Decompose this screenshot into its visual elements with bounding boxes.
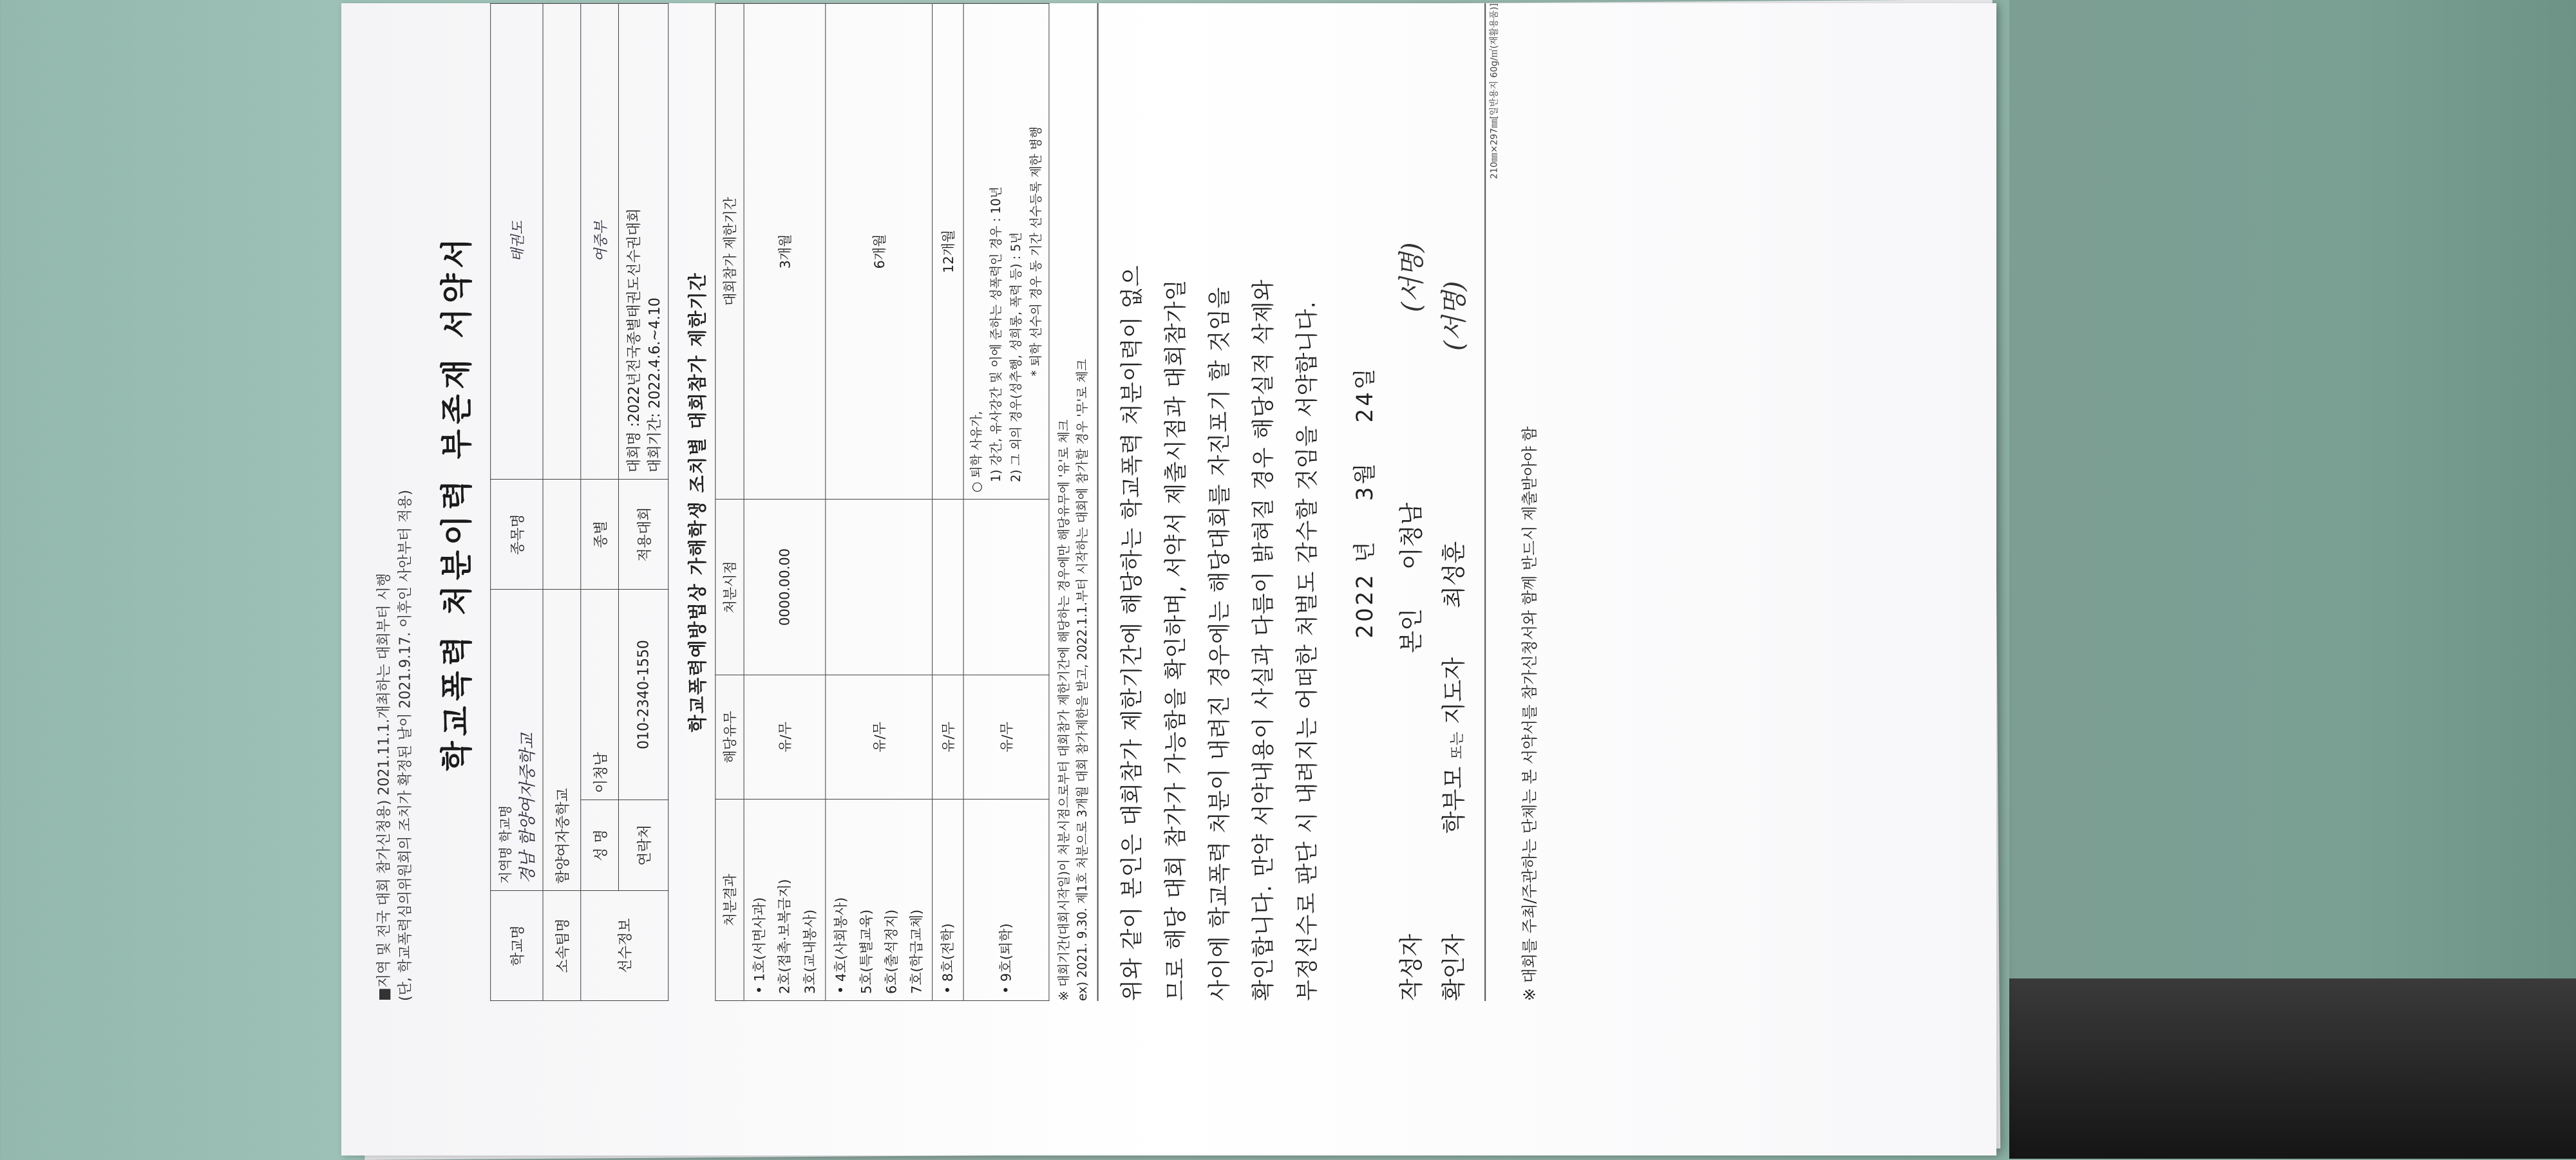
- event-name: 대회명 :2022년전국종별태권도선수권대회: [626, 208, 643, 473]
- pledge-date: [1347, 3, 1379, 1001]
- limit-cell: 6개월: [826, 4, 933, 500]
- result-cell: [826, 800, 933, 1001]
- limit-cell: [963, 4, 1049, 500]
- name-label: 성 명: [581, 800, 619, 891]
- yn-value: 유/무: [940, 722, 957, 753]
- pledge-line: 위와 같이 본인은 대회참가 제한기간에 해당하는 학교폭력 처분이력이 없으: [1119, 265, 1146, 1001]
- verifier-label: 확인자: [1441, 933, 1468, 1001]
- yn-cell: [963, 675, 1049, 800]
- writer-role: 본인: [1398, 608, 1426, 653]
- team-label: 소속팀명: [543, 891, 581, 1001]
- gender-label: 종별: [581, 480, 619, 590]
- note-line-1: ※ 대회기간(대회시작일)이 처분시점으로부터 대회참가 제한기간에 해당하는 경우에만 해당유무에 '유'로 체크: [1056, 419, 1072, 1001]
- event-cell: [618, 4, 668, 480]
- divider: [1097, 3, 1099, 1001]
- header-result: 처분결과: [715, 800, 744, 1001]
- table-row: [744, 4, 826, 1001]
- table-row: [963, 4, 1049, 1001]
- notice-line-2: (단, 학교폭력심의위원회의 조치가 확정된 날이 2021.9.17. 이후인 사안부터 적용): [397, 489, 414, 1001]
- document-page: [341, 3, 1996, 1155]
- yn-cell: [826, 675, 933, 800]
- pledge-line: 부정선수로 판단 시 내려지는 어떠한 처벌도 감수할 것임을 서약합니다.: [1294, 301, 1321, 1001]
- footer-note: ※ 대회를 주최/주관하는 단체는 본 서약서를 참가신청서와 함께 반드시 제출받아야 함: [1520, 426, 1539, 1001]
- date-cell: [826, 500, 933, 675]
- verifier-role-2: 지도자: [1441, 657, 1468, 725]
- result-cell: [744, 800, 826, 1001]
- verifier-role: 학부모: [1441, 766, 1468, 834]
- verifier-or: 또는: [1449, 731, 1466, 760]
- result-item: • 8호(전학): [940, 923, 956, 994]
- notes: [1055, 3, 1092, 1001]
- result-item: 6호(출석정지): [883, 909, 900, 994]
- event-label: 적용대회: [618, 480, 668, 590]
- verifier-signature: (서명): [1439, 281, 1470, 351]
- limit-line: 1) 강간, 유사강간 및 이에 준하는 성폭력인 경우 : 10년: [989, 186, 1004, 482]
- school-region-label: 지역명 학교명: [497, 805, 514, 884]
- table-row: [826, 4, 933, 1001]
- result-item: 3호(교내봉사): [802, 909, 818, 994]
- writer-name: 이청남: [1398, 502, 1426, 570]
- yn-value: 유/무: [777, 722, 793, 753]
- section-title: 학교폭력예방법상 가해학생 조치별 대회참가 제한기간: [687, 272, 709, 733]
- verifier-name: 최성훈: [1441, 541, 1468, 608]
- yn-value: 유/무: [871, 722, 888, 753]
- divider: [1484, 3, 1486, 1001]
- penalty-table: [715, 3, 1049, 1001]
- result-item: 2호(접촉·보복금지): [777, 879, 793, 994]
- gender-value: 여중부: [581, 4, 619, 480]
- pledge-line: 사이에 학교폭력 처분이 내려진 경우에는 해당대회를 자진포기 할 것임을: [1206, 286, 1233, 1001]
- date-cell: 0000.00.00: [744, 500, 826, 675]
- school-value: 경남 함양여자중학교: [518, 733, 538, 884]
- verifier-row: [1434, 3, 1479, 1001]
- rotated-document: [354, 3, 1996, 1052]
- document-title: 학교폭력 처분이력 부존재 서약서: [438, 233, 476, 771]
- writer-row: [1391, 3, 1434, 1001]
- yn-cell: [933, 675, 963, 800]
- event-period: 대회기간: 2022.4.6.~4.10: [647, 297, 663, 473]
- header-date: 처분시점: [715, 500, 744, 675]
- date-month: 3월: [1352, 460, 1379, 501]
- sport-label: 종목명: [491, 480, 543, 590]
- result-item: 7호(학급교체): [909, 909, 925, 994]
- pledge-text: [1110, 3, 1329, 1001]
- result-cell: [933, 800, 963, 1001]
- limit-line: 2) 그 외의 경우(성추행, 성희롱, 폭력 등) : 5년: [1009, 232, 1024, 482]
- result-item: 5호(특별교육): [858, 909, 875, 994]
- info-table: [490, 3, 668, 1001]
- writer-label: 작성자: [1398, 933, 1426, 1001]
- result-item: • 9호(퇴학): [998, 923, 1014, 994]
- note-line-2: ex) 2021. 9.30. 제1호 처분으로 3개월 대회 참가제한을 받고, 2022.1.1.부터 시작하는 대회에 참가할 경우 '무'로 체크: [1075, 359, 1090, 1001]
- pledge-line: 확인합니다. 만약 서약내용이 사실과 다름이 밝혀질 경우 해당실적 삭제와: [1250, 279, 1277, 1001]
- player-label: 선수정보: [581, 891, 668, 1001]
- result-item: • 4호(사회봉사): [833, 897, 849, 994]
- table-row: [933, 4, 963, 1001]
- writer-signature: (서명): [1397, 242, 1428, 312]
- yn-value: 유/무: [999, 722, 1015, 753]
- date-day: 24일: [1352, 366, 1379, 423]
- date-year-unit: 년: [1352, 539, 1379, 563]
- limit-line: * 퇴학 선수의 경우 동 기간 선수등록 제한 병행: [1028, 126, 1044, 377]
- result-cell: [963, 800, 1049, 1001]
- pledge-line: 므로 해당 대회 참가가 가능함을 확인하며, 서약서 제출시점과 대회참가일: [1162, 279, 1189, 1001]
- contact-label: 연락처: [618, 800, 668, 891]
- date-cell: [933, 500, 963, 675]
- name-value: 이청남: [581, 590, 619, 800]
- limit-cell: 3개월: [744, 4, 826, 500]
- date-cell: [963, 500, 1049, 675]
- limit-line: ○ 퇴학 사유가,: [969, 411, 984, 492]
- paper-spec: 210㎜×297㎜[일반용지 60g/㎡(재활용품)]: [1489, 3, 1500, 180]
- sport-value: 태권도: [491, 4, 543, 480]
- school-label: 학교명: [491, 891, 543, 1001]
- team-empty-1: [543, 480, 581, 590]
- notice-line-1: ■지역 및 전국 대회 참가신청용) 2021.11.1.개최하는 대회부터 시행: [375, 573, 393, 1001]
- signers: [1391, 3, 1479, 1001]
- contact-value: 010-2340-1550: [618, 590, 668, 800]
- header-yn: 해당유무: [715, 675, 744, 800]
- header-limit: 대회참가 제한기간: [715, 4, 744, 500]
- dark-surface: [2009, 978, 2576, 1159]
- school-cell: [491, 590, 543, 891]
- team-empty-2: [543, 4, 581, 480]
- result-item: • 1호(서면사과): [751, 897, 768, 994]
- date-year: 2022: [1352, 572, 1379, 639]
- limit-cell: 12개월: [933, 4, 963, 500]
- yn-cell: [744, 675, 826, 800]
- notice: [374, 3, 417, 1001]
- folder-background: [2009, 0, 2576, 991]
- team-value: 함양여자중학교: [543, 590, 581, 891]
